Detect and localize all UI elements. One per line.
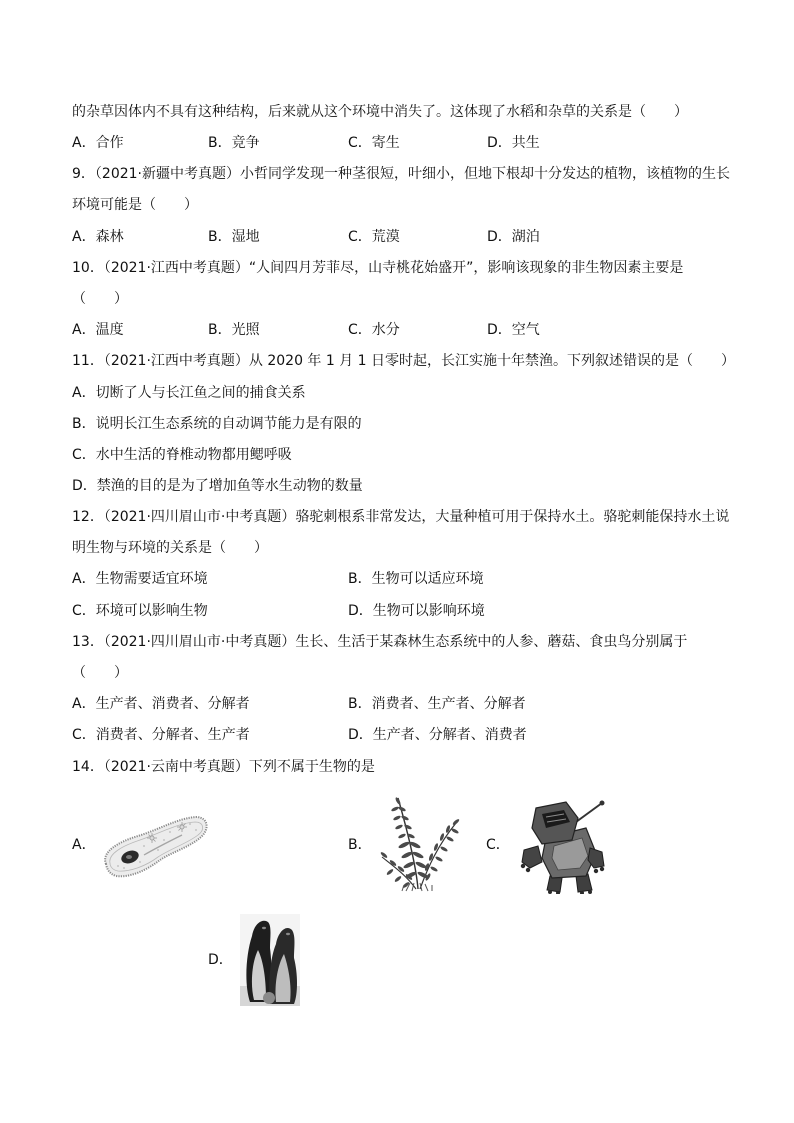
q12-option-a: A．生物需要适宜环境	[72, 571, 208, 587]
q12-stem-line-2: 明生物与环境的关系是（ ）	[72, 540, 268, 556]
q14-option-d-label: D．	[208, 952, 233, 968]
q13-option-a: A．生产者、消费者、分解者	[72, 696, 250, 712]
q11-option-b: B．说明长江生态系统的自动调节能力是有限的	[72, 416, 362, 432]
option-d-penguins-image	[240, 914, 300, 1006]
q10-option-d: D．空气	[487, 322, 540, 338]
q14-option-b-label: B．	[348, 837, 372, 853]
q10-option-b: B．光照	[208, 322, 260, 338]
q13-option-c: C．消费者、分解者、生产者	[72, 727, 250, 743]
q13-stem-line-2: （ ）	[72, 665, 128, 681]
option-c-robot-image	[516, 798, 606, 894]
q11-stem-line-1: 11．（2021·江西中考真题）从 2020 年 1 月 1 日零时起，长江实施十年禁渔。下列叙述错误的是（ ）	[72, 353, 736, 369]
q13-stem-line-1: 13．（2021·四川眉山市·中考真题）生长、生活于某森林生态系统中的人参、蘑菇、食虫鸟分别属于	[72, 634, 688, 650]
q9-stem-line-1: 9．（2021·新疆中考真题）小哲同学发现一种茎很短，叶细小，但地下根却十分发达的植物，该植物的生长	[72, 166, 730, 182]
q11-option-c: C．水中生活的脊椎动物都用鳃呼吸	[72, 447, 292, 463]
option-a-paramecium-image	[100, 810, 210, 880]
q11-option-d: D．禁渔的目的是为了增加鱼等水生动物的数量	[72, 478, 363, 494]
q14-stem-line-1: 14．（2021·云南中考真题）下列不属于生物的是	[72, 759, 375, 775]
q8-stem-line: 的杂草因体内不具有这种结构，后来就从这个环境中消失了。这体现了水稻和杂草的关系是（ ）	[72, 104, 688, 120]
q14-option-c-label: C．	[486, 837, 510, 853]
option-b-fern-image	[376, 795, 464, 893]
q12-option-c: C．环境可以影响生物	[72, 603, 208, 619]
q10-option-c: C．水分	[348, 322, 400, 338]
q9-option-a: A．森林	[72, 229, 124, 245]
q9-stem-line-2: 环境可能是（ ）	[72, 197, 198, 213]
q10-stem-line-1: 10．（2021·江西中考真题）“人间四月芳菲尽，山寺桃花始盛开”，影响该现象的非生物因素主要是	[72, 260, 684, 276]
q12-option-b: B．生物可以适应环境	[348, 571, 484, 587]
q12-stem-line-1: 12．（2021·四川眉山市·中考真题）骆驼刺根系非常发达，大量种植可用于保持水土。骆驼刺能保持水土说	[72, 509, 730, 525]
q8-option-b: B．竞争	[208, 135, 260, 151]
q8-option-a: A．合作	[72, 135, 124, 151]
q11-option-a: A．切断了人与长江鱼之间的捕食关系	[72, 385, 306, 401]
q8-option-c: C．寄生	[348, 135, 400, 151]
q9-option-d: D．湖泊	[487, 229, 540, 245]
q9-option-c: C．荒漠	[348, 229, 400, 245]
q8-option-d: D．共生	[487, 135, 540, 151]
q12-option-d: D．生物可以影响环境	[348, 603, 485, 619]
q13-option-b: B．消费者、生产者、分解者	[348, 696, 526, 712]
q9-option-b: B．湿地	[208, 229, 260, 245]
q10-stem-line-2: （ ）	[72, 291, 128, 307]
q14-option-a-label: A．	[72, 837, 96, 853]
q13-option-d: D．生产者、分解者、消费者	[348, 727, 527, 743]
q10-option-a: A．温度	[72, 322, 124, 338]
